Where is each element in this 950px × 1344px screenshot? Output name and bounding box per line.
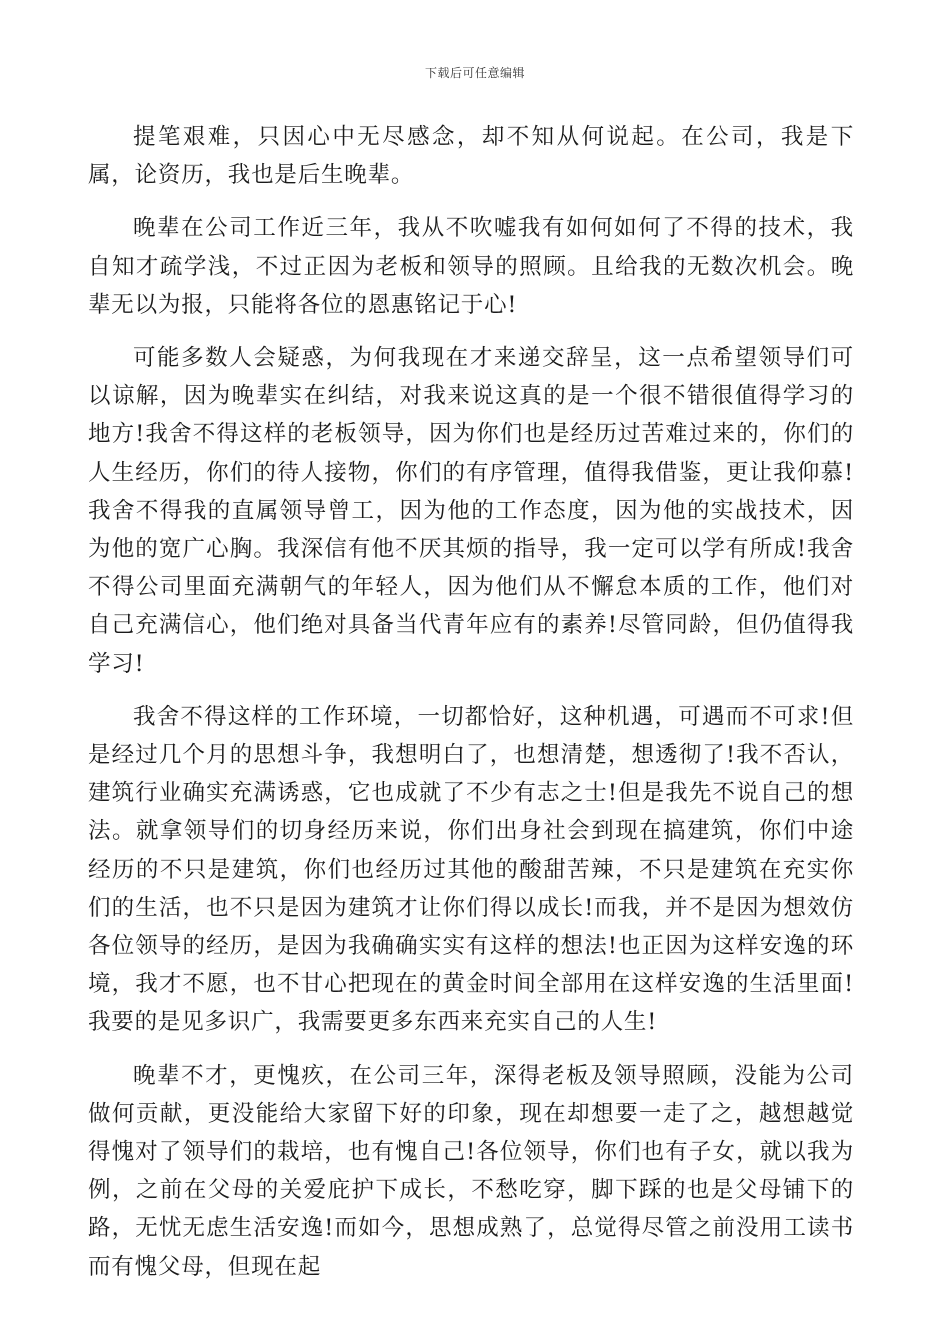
paragraph-1: 提笔艰难，只因心中无尽感念，却不知从何说起。在公司，我是下属，论资历，我也是后生晚辈。 — [88, 124, 854, 189]
document-body — [88, 118, 854, 1301]
paragraph-4: 我舍不得这样的工作环境，一切都恰好，这种机遇，可遇而不可求!但是经过几个月的思想斗争，我想明白了，也想清楚，想透彻了!我不否认，建筑行业确实充满诱惑，它也成就了不少有志之士!但是我先不说自己的想法。就拿领导们的切身经历来说，你们出身社会到现在搞建筑，你们中途经历的不只是建筑，你们也经历过其他的酸甜苦辣，不只是建筑在充实你们的生活，也不只是因为建筑才让你们得以成长!而我，并不是因为想效仿各位领导的经历，是因为我确确实实有这样的想法!也正因为这样安逸的环境，我才不愿，也不甘心把现在的黄金时间全部用在这样安逸的生活里面!我要的是见多识广，我需要更多东西来充实自己的人生! — [88, 703, 854, 1036]
paragraph-5: 晚辈不才，更愧疚，在公司三年，深得老板及领导照顾，没能为公司做何贡献，更没能给大家留下好的印象，现在却想要一走了之，越想越觉得愧对了领导们的栽培，也有愧自己!各位领导，你们也有子女，就以我为例，之前在父母的关爱庇护下成长，不愁吃穿，脚下踩的也是父母铺下的路，无忧无虑生活安逸!而如今，思想成熟了，总觉得尽管之前没用工读书而有愧父母，但现在起 — [88, 1062, 854, 1280]
page-header: 下载后可任意编辑 — [424, 66, 525, 80]
paragraph-2: 晚辈在公司工作近三年，我从不吹嘘我有如何如何了不得的技术，我自知才疏学浅，不过正因为老板和领导的照顾。且给我的无数次机会。晚辈无以为报，只能将各位的恩惠铭记于心! — [88, 215, 854, 318]
paragraph-3: 可能多数人会疑惑，为何我现在才来递交辞呈，这一点希望领导们可以谅解，因为晚辈实在纠结，对我来说这真的是一个很不错很值得学习的地方!我舍不得这样的老板领导，因为你们也是经历过苦难过来的，你们的人生经历，你们的待人接物，你们的有序管理，值得我借鉴，更让我仰慕!我舍不得我的直属领导曾工，因为他的工作态度，因为他的实战技术，因为他的宽广心胸。我深信有他不厌其烦的指导，我一定可以学有所成!我舍不得公司里面充满朝气的年轻人，因为他们从不懈怠本质的工作，他们对自己充满信心，他们绝对具备当代青年应有的素养!尽管同龄，但仍值得我学习! — [88, 345, 854, 677]
